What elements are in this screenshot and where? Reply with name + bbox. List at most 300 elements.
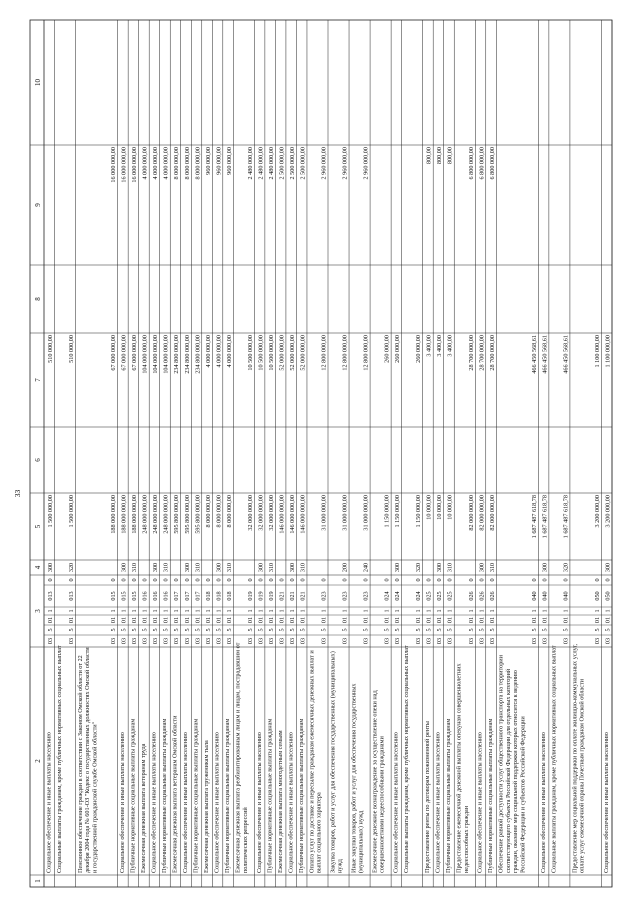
row-code-part: 1 [341,609,349,613]
row-amount-col9: 2 960 000,00 [341,147,349,180]
row-amount-col7: 260 000,00 [383,335,391,363]
row-amount-col9: 4 000 000,00 [162,147,170,180]
row-amount-col5: 1 150 000,00 [415,495,423,528]
row-name: Публичные нормативные социальные выплаты гражданам [129,718,137,873]
row-code-part: 0 [478,578,486,582]
row-amount-col5: 1 500 000,00 [68,495,76,528]
row-code-part: 019 [257,591,265,601]
row-amount-col7: 234 800 000,00 [173,335,181,374]
row-amount-col9: 16 000 000,00 [110,147,118,183]
row-code-part: 1 [593,609,601,613]
row-code-part: 0 [299,578,307,582]
row-code-part: 5 [436,628,444,632]
row-code-part: 1 [110,609,118,613]
row-code-part: 03 [362,637,370,645]
row-code-part: 017 [183,591,191,601]
row-amount-col9: 2 500 000,00 [288,147,296,180]
row-code-part: 0 [110,578,118,582]
row-vr: 300 [47,562,55,573]
row-code-part: 0 [246,578,254,582]
row-code-part: 025 [436,591,444,601]
row-name: Публичные нормативные социальные выплаты гражданам [445,718,453,873]
row-code-part: 0 [267,578,275,582]
row-code-part: 0 [362,578,370,582]
row-code-part: 5 [173,628,181,632]
row-code-part: 03 [110,637,118,645]
row-amount-col9: 8 000 000,00 [183,147,191,180]
row-code-part: 019 [267,591,275,601]
row-code-part: 5 [394,628,402,632]
row-code-part: 01 [593,616,601,624]
row-code-part: 015 [110,591,118,601]
row-name: Предоставление мер социальной поддержки по оплате жилищно-коммунальных услуг, [571,643,579,873]
row-name: Ежемесячная денежная выплата многодетным семьям [276,730,284,873]
row-amount-col9: 16 000 000,00 [120,147,128,183]
row-code-part: 03 [541,637,549,645]
row-code-part: 03 [47,637,55,645]
row-code-part: 5 [593,628,601,632]
row-code-part: 5 [488,628,496,632]
column-header-9: 9 [34,203,42,207]
row-code-part: 1 [225,609,233,613]
row-amount-col5: 8 000 000,00 [204,495,212,528]
row-code-part: 0 [593,578,601,582]
row-code-part: 5 [604,628,612,632]
column-header-5: 5 [34,524,42,529]
row-amount-col5: 10 000,00 [425,495,433,520]
row-code-part: 0 [131,578,139,582]
row-code-part: 1 [68,609,76,613]
row-code-part: 03 [593,637,601,645]
row-amount-col5: 1 687 487 618,78 [562,495,570,539]
row-name: выплат социального характера [315,792,323,873]
row-amount-col5: 10 000,00 [446,495,454,520]
column-header-2: 2 [34,759,42,763]
row-name: Социальное обеспечение и иные выплаты населению [392,732,400,873]
row-name: соответствующего субъекта Российской Федерации для отдельных категорий [504,668,512,873]
row-code-part: 0 [541,578,549,582]
column-header-4: 4 [34,565,42,570]
row-amount-col5: 32 000 000,00 [257,495,265,531]
row-code-part: 1 [257,609,265,613]
row-vr: 300 [288,562,296,573]
row-amount-col9: 800,00 [425,147,433,165]
row-amount-col7: 12 800 000,00 [341,335,349,371]
row-amount-col7: 104 000 000,00 [152,335,160,374]
row-code-part: 040 [562,591,570,601]
row-amount-col7: 1 100 000,00 [604,335,612,368]
row-code-part: 0 [341,578,349,582]
row-code-part: 03 [394,637,402,645]
row-code-part: 024 [394,591,402,601]
row-code-part: 03 [288,637,296,645]
row-amount-col7: 3 400,00 [425,335,433,357]
row-code-part: 5 [183,628,191,632]
row-code-part: 01 [152,616,160,624]
row-name: Социальное обеспечение и иные выплаты населению [119,732,127,873]
row-code-part: 03 [141,637,149,645]
row-vr: 310 [446,562,454,573]
row-code-part: 0 [467,578,475,582]
row-code-part: 018 [204,591,212,601]
row-name: Публичные нормативные социальные выплаты гражданам [161,718,169,873]
row-amount-col7: 234 800 000,00 [183,335,191,374]
row-code-part: 5 [215,628,223,632]
row-code-part: 03 [152,637,160,645]
row-code-part: 1 [120,609,128,613]
row-code-part: 0 [383,578,391,582]
row-code-part: 018 [215,591,223,601]
row-code-part: 0 [120,578,128,582]
row-vr: 300 [257,562,265,573]
row-code-part: 01 [246,616,254,624]
row-code-part: 5 [415,628,423,632]
row-vr: 300 [215,562,223,573]
row-amount-col9: 6 800 000,00 [488,147,496,180]
row-code-part: 03 [120,637,128,645]
column-header-8: 8 [34,297,42,301]
row-amount-col9: 2 480 000,00 [257,147,265,180]
row-code-part: 018 [225,591,233,601]
row-amount-col9: 2 480 000,00 [246,147,254,180]
row-amount-col7: 12 800 000,00 [320,335,328,371]
row-code-part: 021 [278,591,286,601]
row-code-part: 1 [530,609,538,613]
row-code-part: 5 [131,628,139,632]
row-name: Пенсионное обеспечение граждан в соответствии с Законом Омской области от 22 [76,655,84,873]
row-amount-col9: 16 000 000,00 [131,147,139,183]
row-code-part: 1 [131,609,139,613]
row-code-part: 1 [425,609,433,613]
row-code-part: 01 [194,616,202,624]
row-amount-col7: 4 000 000,00 [225,335,233,368]
row-code-part: 03 [530,637,538,645]
row-code-part: 1 [288,609,296,613]
row-code-part: 1 [152,609,160,613]
row-code-part: 03 [225,637,233,645]
row-code-part: 1 [467,609,475,613]
row-name: Ежемесячная денежная выплата ветеранам Омской области [171,715,179,873]
row-code-part: 025 [425,591,433,601]
row-amount-col7: 10 500 000,00 [257,335,265,371]
row-amount-col5: 1 687 487 618,78 [530,495,538,539]
row-code-part: 013 [47,591,55,601]
row-code-part: 0 [562,578,570,582]
row-code-part: 03 [383,637,391,645]
row-amount-col5: 248 000 000,00 [141,495,149,534]
row-code-part: 5 [120,628,128,632]
row-code-part: 1 [194,609,202,613]
row-amount-col7: 104 000 000,00 [162,335,170,374]
row-code-part: 026 [467,591,475,601]
row-name: граждан, оказание мер социальной поддержки которых относится к ведению [512,670,520,873]
row-code-part: 01 [267,616,275,624]
row-code-part: 1 [394,609,402,613]
row-amount-col5: 595 800 000,00 [194,495,202,534]
row-code-part: 5 [341,628,349,632]
column-header-3: 3 [34,609,42,613]
row-code-part: 03 [488,637,496,645]
row-code-part: 5 [562,628,570,632]
row-code-part: 023 [362,591,370,601]
row-code-part: 01 [415,616,423,624]
row-amount-col7: 1 100 000,00 [593,335,601,368]
row-code-part: 5 [68,628,76,632]
row-name: Предоставление ежемесячной денежной выплаты опекунам совершеннолетних [455,663,463,873]
row-code-part: 0 [162,578,170,582]
row-amount-col5: 82 000 000,00 [478,495,486,531]
row-amount-col5: 8 000 000,00 [225,495,233,528]
row-code-part: 0 [47,578,55,582]
row-vr: 300 [152,562,160,573]
row-amount-col5: 146 000 000,00 [278,495,286,534]
row-code-part: 0 [173,578,181,582]
row-name: Обеспечение равной доступности услуг общественного транспорта на территории [497,655,505,873]
row-amount-col7: 4 000 000,00 [204,335,212,368]
row-code-part: 01 [299,616,307,624]
row-code-part: 03 [436,637,444,645]
row-amount-col7: 510 000,00 [47,335,55,363]
row-code-part: 01 [173,616,181,624]
row-code-part: 01 [604,616,612,624]
row-code-part: 040 [530,591,538,601]
row-code-part: 0 [141,578,149,582]
row-amount-col7: 12 800 000,00 [362,335,370,371]
row-code-part: 03 [604,637,612,645]
row-code-part: 5 [299,628,307,632]
row-amount-col7: 3 400,00 [446,335,454,357]
row-code-part: 016 [162,591,170,601]
row-code-part: 0 [225,578,233,582]
row-amount-col5: 188 000 000,00 [110,495,118,534]
row-code-part: 5 [425,628,433,632]
row-code-part: 021 [288,591,296,601]
row-name: Предоставление ренты по договорам пожизненной ренты [424,721,432,873]
row-amount-col5: 146 000 000,00 [299,495,307,534]
row-code-part: 0 [152,578,160,582]
row-code-part: 0 [394,578,402,582]
row-code-part: 1 [562,609,570,613]
row-amount-col5: 1 500 000,00 [47,495,55,528]
row-code-part: 01 [215,616,223,624]
row-name: Социальное обеспечение и иные выплаты населению [45,732,53,873]
row-amount-col7: 10 500 000,00 [267,335,275,371]
row-amount-col7: 28 700 000,00 [478,335,486,371]
row-vr: 310 [162,562,170,573]
row-name: Закупка товаров, работ и услуг для обеспечения государственных (муниципальных) [329,651,337,873]
row-code-part: 5 [320,628,328,632]
row-name: Оплата услуг по доставке и пересылке гражданам ежемесячных денежных выплат и [308,650,316,873]
row-amount-col9: 800,00 [446,147,454,165]
row-code-part: 023 [341,591,349,601]
row-code-part: 01 [141,616,149,624]
page-number: 33 [13,489,22,498]
row-amount-col9: 6 800 000,00 [478,147,486,180]
row-code-part: 1 [320,609,328,613]
row-vr: 320 [415,562,423,573]
row-code-part: 5 [204,628,212,632]
row-vr: 300 [436,562,444,573]
row-code-part: 01 [530,616,538,624]
row-vr: 300 [120,562,128,573]
row-code-part: 5 [541,628,549,632]
row-code-part: 03 [446,637,454,645]
row-code-part: 01 [362,616,370,624]
row-amount-col5: 1 150 000,00 [383,495,391,528]
row-vr: 200 [341,562,349,573]
row-code-part: 1 [204,609,212,613]
row-amount-col5: 146 000 000,00 [288,495,296,534]
row-code-part: 1 [446,609,454,613]
row-code-part: 03 [194,637,202,645]
row-code-part: 5 [246,628,254,632]
row-name: Социальное обеспечение и иные выплаты населению [287,732,295,873]
row-vr: 310 [194,562,202,573]
row-code-part: 0 [257,578,265,582]
row-amount-col5: 595 800 000,00 [183,495,191,534]
row-name: Публичные нормативные социальные выплаты гражданам [487,718,495,873]
row-name: Иные закупки товаров, работ и услуг для обеспечения государственных [350,683,358,873]
row-name: Социальные выплаты гражданам, кроме публичных нормативных социальных выплат [55,645,63,873]
row-code-part: 01 [183,616,191,624]
row-amount-col7: 234 800 000,00 [194,335,202,374]
row-name: и государственной гражданской службе Омской области" [91,721,99,873]
column-header-1: 1 [34,879,42,883]
row-amount-col7: 28 700 000,00 [467,335,475,371]
row-amount-col7: 466 450 568,61 [530,335,538,374]
row-code-part: 5 [194,628,202,632]
row-amount-col9: 4 000 000,00 [141,147,149,180]
row-name: Ежемесячная денежная выплата труженикам тыла [203,740,211,873]
row-code-part: 0 [604,578,612,582]
row-amount-col7: 4 000 000,00 [215,335,223,368]
row-code-part: 03 [299,637,307,645]
row-code-part: 1 [299,609,307,613]
row-amount-col5: 82 000 000,00 [488,495,496,531]
row-code-part: 01 [541,616,549,624]
row-code-part: 01 [562,616,570,624]
row-code-part: 01 [478,616,486,624]
row-code-part: 0 [320,578,328,582]
row-code-part: 03 [415,637,423,645]
row-vr: 300 [394,562,402,573]
row-name: оплате услуг ежемесячной охраны Почетным гражданам Омской области [578,679,586,873]
row-code-part: 0 [446,578,454,582]
row-amount-col7: 67 000 000,00 [120,335,128,371]
row-vr: 300 [478,562,486,573]
row-code-part: 01 [446,616,454,624]
row-code-part: 5 [467,628,475,632]
row-name: Социальное обеспечение и иные выплаты населению [182,732,190,873]
row-code-part: 0 [415,578,423,582]
row-amount-col5: 8 000 000,00 [215,495,223,528]
row-code-part: 1 [604,609,612,613]
row-amount-col7: 510 000,00 [68,335,76,363]
row-code-part: 5 [530,628,538,632]
row-code-part: 01 [467,616,475,624]
row-code-part: 01 [162,616,170,624]
row-code-part: 024 [383,591,391,601]
row-code-part: 1 [488,609,496,613]
row-code-part: 1 [246,609,254,613]
row-vr: 320 [68,562,76,573]
row-code-part: 01 [131,616,139,624]
row-name: Социальные выплаты гражданам, кроме публичных нормативных социальных выплат [403,645,411,873]
row-code-part: 5 [110,628,118,632]
row-code-part: 026 [488,591,496,601]
row-code-part: 03 [425,637,433,645]
row-name: Публичные нормативные социальные выплаты гражданам [224,718,232,873]
row-name: Социальное обеспечение и иные выплаты населению [434,732,442,873]
row-code-part: 0 [488,578,496,582]
row-code-part: 01 [425,616,433,624]
row-code-part: 5 [152,628,160,632]
row-code-part: 0 [288,578,296,582]
row-code-part: 03 [183,637,191,645]
row-code-part: 040 [541,591,549,601]
row-amount-col7: 104 000 000,00 [141,335,149,374]
row-amount-col7: 52 000 000,00 [278,335,286,371]
row-name: Социальные выплаты гражданам, кроме публичных нормативных социальных выплат [550,645,558,873]
row-vr: 300 [541,562,549,573]
row-amount-col9: 4 000 000,00 [152,147,160,180]
row-code-part: 050 [593,591,601,601]
row-amount-col7: 10 500 000,00 [246,335,254,371]
row-code-part: 03 [173,637,181,645]
row-amount-col9: 960 000,00 [225,147,233,175]
row-amount-col9: 800,00 [436,147,444,165]
row-amount-col9: 2 500 000,00 [299,147,307,180]
row-code-part: 5 [141,628,149,632]
row-amount-col9: 960 000,00 [204,147,212,175]
row-name: нужд [336,859,344,873]
row-amount-col9: 960 000,00 [215,147,223,175]
row-amount-col9: 2 480 000,00 [267,147,275,180]
row-amount-col9: 2 500 000,00 [278,147,286,180]
row-code-part: 0 [204,578,212,582]
row-amount-col5: 188 000 000,00 [120,495,128,534]
row-code-part: 1 [47,609,55,613]
row-code-part: 5 [47,628,55,632]
row-code-part: 01 [110,616,118,624]
row-code-part: 016 [141,591,149,601]
row-amount-col7: 67 000 000,00 [131,335,139,371]
column-header-10: 10 [34,79,42,86]
row-amount-col9: 8 000 000,00 [173,147,181,180]
row-name: Социальное обеспечение и иные выплаты населению [476,732,484,873]
row-code-part: 1 [162,609,170,613]
row-name: Публичные нормативные социальные выплаты гражданам [266,718,274,873]
row-name: Публичные нормативные социальные выплаты гражданам [192,718,200,873]
row-code-part: 1 [267,609,275,613]
row-code-part: 019 [246,591,254,601]
row-code-part: 01 [47,616,55,624]
row-code-part: 5 [288,628,296,632]
column-header-7: 7 [34,378,42,382]
row-name: Публичные нормативные социальные выплаты гражданам [297,718,305,873]
row-code-part: 03 [162,637,170,645]
row-amount-col7: 466 450 568,61 [541,335,549,374]
row-code-part: 0 [425,578,433,582]
row-amount-col5: 1 687 487 618,78 [541,495,549,539]
row-code-part: 01 [320,616,328,624]
row-code-part: 01 [120,616,128,624]
row-amount-col5: 248 000 000,00 [152,495,160,534]
row-name: Социальное обеспечение и иные выплаты населению [150,732,158,873]
row-code-part: 1 [173,609,181,613]
row-code-part: 0 [278,578,286,582]
row-code-part: 01 [278,616,286,624]
